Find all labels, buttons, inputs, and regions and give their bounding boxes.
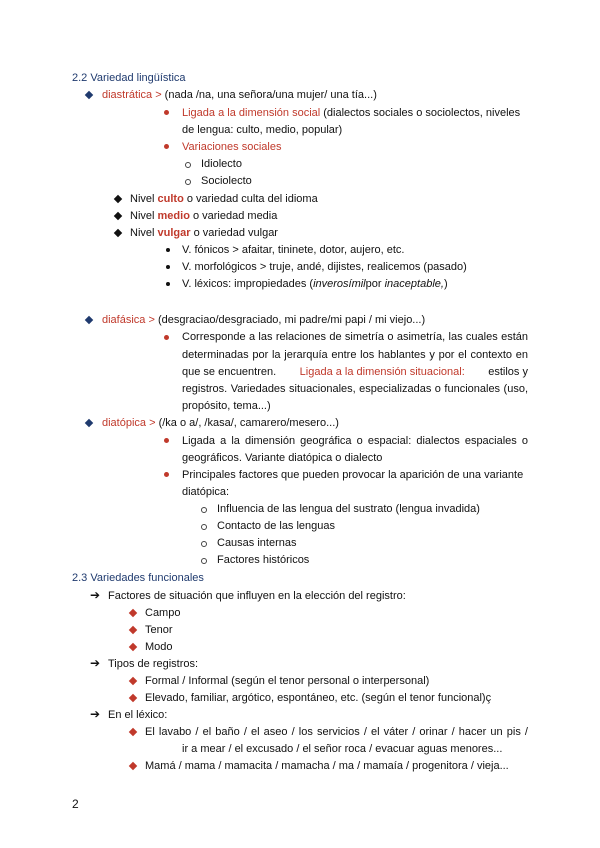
variaciones-sociales: Variaciones sociales: [182, 141, 282, 153]
black-diamond-bullet-icon: [114, 212, 122, 220]
diastratica-term: diastrática >: [102, 89, 162, 101]
factores-diatopica-1: Principales factores que pueden provocar la aparición de una variante: [182, 469, 524, 481]
factores-diatopica-2: diatópica:: [182, 486, 230, 498]
diastratica-line: [102, 88, 377, 102]
diafasica-text-1: Corresponde a las relaciones de simetría o asimetría, las cuales están: [182, 331, 528, 343]
diatopica-examples: (/ka o a/, /kasa/, camarero/mesero...): [155, 417, 339, 429]
culto-word: culto: [157, 193, 184, 205]
elevado-familiar: [145, 691, 491, 705]
factor-causas-internas: Causas internas: [217, 537, 297, 549]
black-diamond-bullet-icon: [114, 229, 122, 237]
diafasica-text-3: [182, 365, 528, 379]
elevado-tail: ç: [485, 692, 492, 704]
mama-synonyms: Mamá / mama / mamacita / mamacha / ma / mamaía / progenitora / vieja...: [145, 760, 509, 772]
red-diamond-bullet-icon: [129, 677, 137, 685]
en-el-lexico: En el léxico:: [108, 709, 168, 721]
formal-informal: Formal / Informal (según el tenor personal o interpersonal): [145, 675, 430, 687]
nivel-medio-line: [130, 209, 277, 223]
ligada-social-label: Ligada a la dimensión social: [182, 107, 321, 119]
red-diamond-bullet-icon: [129, 694, 137, 702]
section-heading-variedades-funcionales: 2.3 Variedades funcionales: [72, 572, 204, 584]
inverosimil-word: inverosímil: [313, 278, 366, 290]
red-dot-bullet-icon: [164, 438, 169, 443]
campo-item: Campo: [145, 607, 181, 619]
diafasica-line: [102, 313, 425, 327]
lavabo-synonyms-2: ir a mear / el excusado / el señor roca / evacuar aguas menores...: [182, 743, 503, 755]
hollow-circle-bullet-icon: [185, 162, 191, 168]
diafasica-term: diafásica >: [102, 314, 155, 326]
ligada-geografica-2: geográficos. Variante diatópica o dialecto: [182, 452, 383, 464]
diafasica-text-5: propósito, tema...): [182, 400, 271, 412]
medio-word: medio: [157, 210, 190, 222]
red-diamond-bullet-icon: [129, 762, 137, 770]
hollow-circle-bullet-icon: [201, 524, 207, 530]
red-dot-bullet-icon: [164, 335, 169, 340]
vulgar-text: o variedad vulgar: [190, 227, 278, 239]
lexicos-mid: por: [365, 278, 385, 290]
blue-diamond-bullet-icon: [85, 316, 93, 324]
factor-sustrato: Influencia de las lengua del sustrato (lengua invadida): [217, 503, 480, 515]
lexicos-prefix: V. léxicos: impropiedades (: [182, 278, 314, 290]
arrow-right-icon: ➔: [90, 656, 101, 670]
diatopica-line: [102, 416, 339, 430]
diafasica-text-3-pre: que se encuentren.: [182, 366, 277, 378]
vulgarismos-lexicos: [182, 277, 448, 291]
sociolecto: Sociolecto: [201, 175, 252, 187]
nivel-prefix: Nivel: [130, 210, 158, 222]
lavabo-synonyms-1: El lavabo / el baño / el aseo / los servicios / el váter / orinar / hacer un pis /: [145, 726, 528, 738]
hollow-circle-bullet-icon: [185, 179, 191, 185]
modo-item: Modo: [145, 641, 173, 653]
red-dot-bullet-icon: [164, 110, 169, 115]
nivel-vulgar-line: [130, 226, 278, 240]
medio-text: o variedad media: [189, 210, 278, 222]
ligada-geografica-1: Ligada a la dimensión geográfica o espacial: dialectos espaciales o: [182, 435, 528, 447]
red-dot-bullet-icon: [164, 144, 169, 149]
hollow-circle-bullet-icon: [201, 558, 207, 564]
vulgarismos-fonicos: V. fónicos > afaitar, tininete, dotor, aujero, etc.: [182, 244, 405, 256]
ligada-situacional-label: Ligada a la dimensión situacional:: [299, 366, 465, 378]
arrow-right-icon: ➔: [90, 588, 101, 602]
red-dot-bullet-icon: [164, 472, 169, 477]
diastratica-examples: (nada /na, una señora/una mujer/ una tía...): [161, 89, 377, 101]
black-dot-bullet-icon: [166, 248, 170, 252]
diafasica-text-3-post: estilos y: [488, 366, 528, 378]
idiolecto: Idiolecto: [201, 158, 242, 170]
page-number: 2: [72, 797, 79, 811]
culto-text: o variedad culta del idioma: [183, 193, 318, 205]
black-diamond-bullet-icon: [114, 195, 122, 203]
red-diamond-bullet-icon: [129, 643, 137, 651]
blue-diamond-bullet-icon: [85, 91, 93, 99]
factor-contacto: Contacto de las lenguas: [217, 520, 336, 532]
nivel-prefix: Nivel: [130, 227, 158, 239]
elevado-text: Elevado, familiar, argótico, espontáneo, etc. (según el tenor funcional): [145, 692, 486, 704]
diafasica-examples: (desgraciao/desgraciado, mi padre/mi papi / mi viejo...): [154, 314, 426, 326]
hollow-circle-bullet-icon: [201, 541, 207, 547]
vulgarismos-morfologicos: V. morfológicos > truje, andé, dijistes, realicemos (pasado): [182, 261, 467, 273]
blue-diamond-bullet-icon: [85, 419, 93, 427]
factores-situacion: Factores de situación que influyen en la elección del registro:: [108, 590, 406, 602]
nivel-culto-line: [130, 192, 318, 206]
nivel-prefix: Nivel: [130, 193, 158, 205]
black-dot-bullet-icon: [166, 265, 170, 269]
section-heading-variedad-linguistica: 2.2 Variedad lingüística: [72, 72, 186, 84]
tenor-item: Tenor: [145, 624, 173, 636]
diafasica-text-2: determinadas por la jerarquía entre los hablantes y por el contexto en: [182, 349, 528, 361]
diafasica-text-4: registros. Variedades situacionales, especializadas o funcionales (uso,: [182, 383, 528, 395]
diatopica-term: diatópica >: [102, 417, 156, 429]
ligada-social-line-2: de lengua: culto, medio, popular): [182, 124, 343, 136]
tipos-registros: Tipos de registros:: [108, 658, 199, 670]
hollow-circle-bullet-icon: [201, 507, 207, 513]
red-diamond-bullet-icon: [129, 626, 137, 634]
vulgar-word: vulgar: [157, 227, 191, 239]
lexicos-close: ): [443, 278, 448, 290]
black-dot-bullet-icon: [166, 282, 170, 286]
factor-historicos: Factores históricos: [217, 554, 310, 566]
red-diamond-bullet-icon: [129, 609, 137, 617]
arrow-right-icon: ➔: [90, 707, 101, 721]
ligada-social-text: (dialectos sociales o sociolectos, niveles: [320, 107, 521, 119]
red-diamond-bullet-icon: [129, 728, 137, 736]
inaceptable-word: inaceptable,: [384, 278, 444, 290]
ligada-social-line: [182, 106, 520, 120]
